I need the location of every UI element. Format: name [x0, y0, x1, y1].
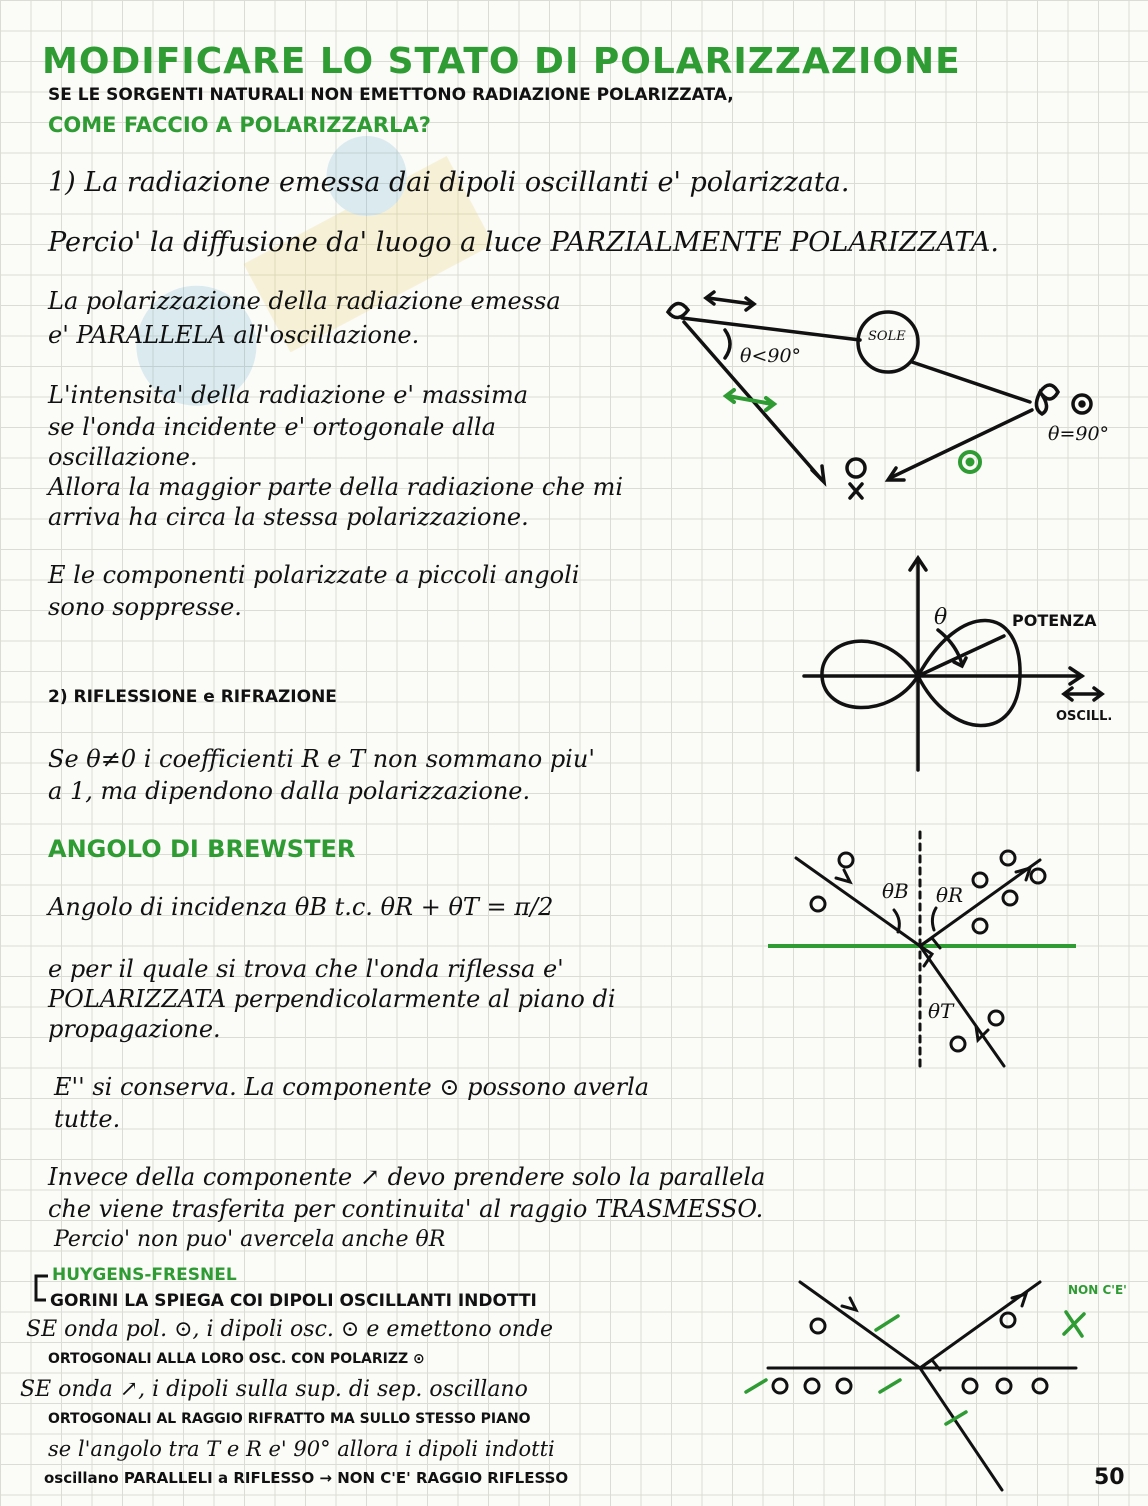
huygens-line1: GORINI LA SPIEGA COI DIPOLI OSCILLANTI INDOTTI: [50, 1291, 537, 1311]
ray-dipole-to-sun: [682, 318, 860, 340]
theta-r-label: θR: [936, 883, 964, 907]
huygens-heading: HUYGENS-FRESNEL: [52, 1265, 237, 1285]
angle-small-label: θ<90°: [740, 345, 802, 367]
par2-line3: oscillazione.: [48, 443, 198, 471]
theta-b-label: θB: [882, 879, 909, 903]
par7-line2: che viene trasferita per continuita' al raggio TRASMESSO.: [48, 1195, 764, 1223]
non-ce-label: NON C'E': [1068, 1283, 1127, 1297]
page-number: 50: [1094, 1465, 1125, 1490]
ray-dipole-right-to-observer: [890, 410, 1032, 478]
par2-line1: L'intensita' della radiazione e' massima: [48, 381, 529, 409]
huygens-line6: se l'angolo tra T e R e' 90° allora i dipoli indotti: [48, 1437, 555, 1461]
observer-icon: [847, 459, 865, 477]
huygens-line7: oscillano PARALLELI a RIFLESSO → NON C'E' RAGGIO RIFLESSO: [44, 1469, 569, 1487]
huygens-line3: ORTOGONALI ALLA LORO OSC. CON POLARIZZ ⊙: [48, 1351, 425, 1367]
question-line-1: SE LE SORGENTI NATURALI NON EMETTONO RADIAZIONE POLARIZZATA,: [48, 85, 734, 105]
angle-arc: [725, 330, 730, 358]
par7-line3: Percio' non puo' avercela anche θR: [54, 1227, 446, 1252]
par2-line4: Allora la maggior parte della radiazione che mi: [48, 473, 624, 501]
par5-line1: e per il quale si trova che l'onda riflessa e': [48, 955, 564, 983]
par2-line2: se l'onda incidente e' ortogonale alla: [48, 413, 496, 441]
par7-line1: Invece della componente ↗ devo prendere solo la parallela: [48, 1163, 766, 1191]
question-line-2: COME FACCIO A POLARIZZARLA?: [48, 113, 431, 137]
par1-line1: La polarizzazione della radiazione emessa: [48, 287, 561, 315]
point-2: 2) RIFLESSIONE e RIFRAZIONE: [48, 687, 337, 707]
huygens-line2: SE onda pol. ⊙, i dipoli osc. ⊙ e emettono onde: [26, 1317, 554, 1342]
dipole-left-icon: [668, 303, 688, 317]
par2-line5: arriva ha circa la stessa polarizzazione.: [48, 503, 529, 531]
par4-line1: Se θ≠0 i coefficienti R e T non sommano piu': [48, 745, 595, 773]
point-1: 1) La radiazione emessa dai dipoli oscillanti e' polarizzata.: [48, 167, 850, 198]
sun-label: SOLE: [868, 329, 906, 344]
par5-line3: propagazione.: [48, 1015, 221, 1043]
brewster-heading: ANGOLO DI BREWSTER: [48, 835, 356, 863]
diffusion-text: Percio' la diffusione da' luogo a luce PARZIALMENTE POLARIZZATA.: [48, 227, 1000, 258]
par6-line2: tutte.: [54, 1105, 121, 1133]
par3-line1: E le componenti polarizzate a piccoli angoli: [48, 561, 580, 589]
theta-label: θ: [934, 605, 948, 630]
ray-sun-to-dipole-right: [912, 362, 1030, 402]
huygens-line5: ORTOGONALI AL RAGGIO RIFRATTO MA SULLO STESSO PIANO: [48, 1411, 531, 1427]
par1-line2: e' PARALLELA all'oscillazione.: [48, 321, 420, 349]
power-label: POTENZA: [1012, 611, 1097, 630]
power-lobes: [822, 620, 1020, 725]
dipole-right-icon: [1036, 385, 1058, 414]
huygens-line4: SE onda ↗, i dipoli sulla sup. di sep. oscillano: [20, 1377, 528, 1402]
page-title: MODIFICARE LO STATO DI POLARIZZAZIONE: [42, 41, 961, 82]
angle-90-label: θ=90°: [1048, 423, 1110, 445]
theta-t-label: θT: [928, 999, 954, 1023]
par5-line2: POLARIZZATA perpendicolarmente al piano di: [48, 985, 616, 1013]
brewster-definition: Angolo di incidenza θB t.c. θR + θT = π/2: [48, 893, 554, 921]
par4-line2: a 1, ma dipendono dalla polarizzazione.: [48, 777, 531, 805]
par3-line2: sono soppresse.: [48, 593, 242, 621]
oscill-label: OSCILL.: [1056, 709, 1113, 724]
par6-line1: E'' si conserva. La componente ⊙ possono averla: [54, 1073, 650, 1101]
